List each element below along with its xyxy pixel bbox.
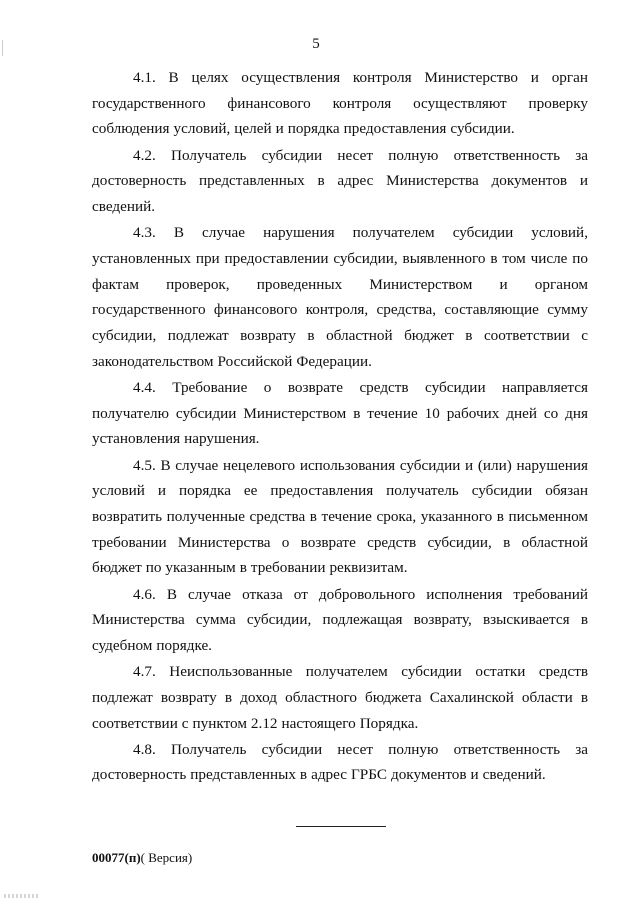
paragraph-4-7: 4.7. Неиспользованные получателем субсидии остатки средств подлежат возврату в доход областного бюджета Сахалинской области в соответствии с пунктом 2.12 настоящего Порядка. (92, 663, 588, 732)
document-body (92, 65, 588, 789)
paragraph-4-6: 4.6. В случае отказа от добровольного исполнения требований Министерства сумма субсидии, подлежащая возврату, взыскивается в судебном порядке. (92, 585, 588, 654)
paragraph-4-4: 4.4. Требование о возврате средств субсидии направляется получателю субсидии Министерством в течение 10 рабочих дней со дня установления нарушения. (92, 378, 588, 448)
document-version: ( Версия) (140, 850, 193, 865)
document-code: 00077(п) (92, 850, 141, 865)
document-footer (92, 850, 192, 866)
scan-artifact (4, 894, 38, 898)
closing-divider (296, 826, 386, 827)
paragraph-4-8: 4.8. Получатель субсидии несет полную ответственность за достоверность представленных в адрес ГРБС документов и сведений. (92, 740, 588, 784)
paragraph-4-3: 4.3. В случае нарушения получателем субсидии условий, установленных при предоставлении субсидии, выявленного в том числе по фактам проверок, проведенных Министерством и органом государственного финансового контроля, средства, составляющие сумму субсидии, подлежат возврату в областной бюджет в соответствии с законодательством Российской Федерации. (92, 224, 588, 370)
page-number: 5 (312, 36, 320, 52)
paragraph-4-1: 4.1. В целях осуществления контроля Министерство и орган государственного финансового контроля осуществляют проверку соблюдения условий, целей и порядка предоставления субсидии. (92, 69, 588, 138)
paragraph-4-5: 4.5. В случае нецелевого использования субсидии и (или) нарушения условий и порядка ее предоставления получатель субсидии обязан возвратить полученные средства в течение срока, указанного в письменном требовании Министерства о возврате средств субсидии, в областной бюджет по указанным в требовании реквизитам. (92, 456, 588, 577)
paragraph-4-2: 4.2. Получатель субсидии несет полную ответственность за достоверность представленных в адрес Министерства документов и сведений. (92, 146, 588, 216)
